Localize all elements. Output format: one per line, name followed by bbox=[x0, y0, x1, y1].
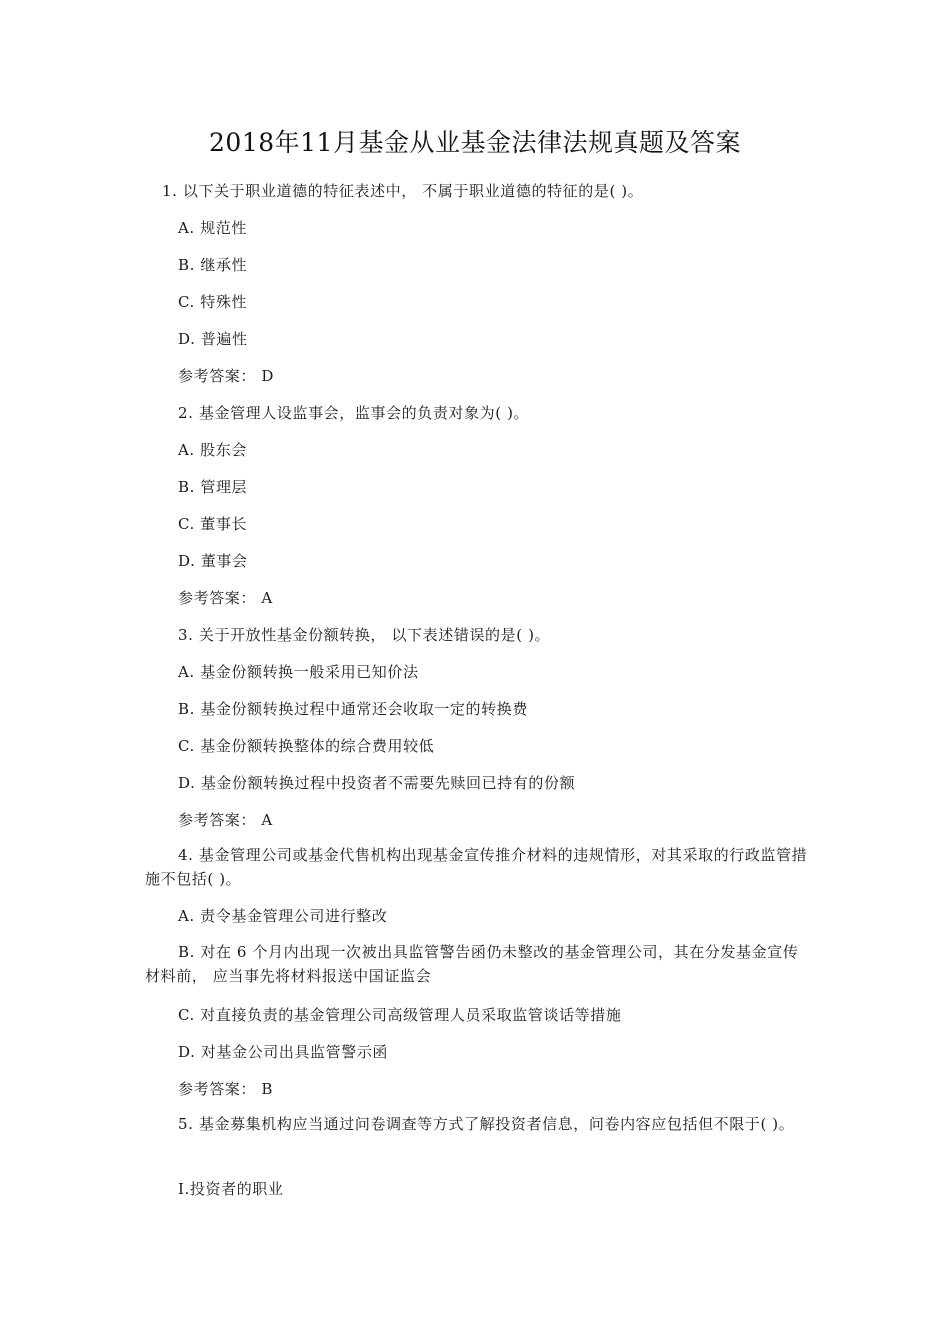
question-3-stem: 3. 关于开放性基金份额转换， 以下表述错误的是( )。 bbox=[178, 626, 551, 644]
question-1-option-a: A. 规范性 bbox=[178, 219, 247, 237]
question-2-option-a: A. 股东会 bbox=[178, 441, 247, 459]
question-4-option-b: B. 对在 6 个月内出现一次被出具监管警告函仍未整改的基金管理公司，其在分发基金宣传材料前， 应当事先将材料报送中国证监会 bbox=[145, 943, 799, 985]
question-2-answer: 参考答案： A bbox=[178, 589, 273, 607]
question-3-option-a: A. 基金份额转换一般采用已知价法 bbox=[178, 663, 419, 681]
question-2-option-b: B. 管理层 bbox=[178, 478, 248, 496]
question-3-option-c: C. 基金份额转换整体的综合费用较低 bbox=[178, 737, 435, 755]
question-2-stem: 2. 基金管理人设监事会，监事会的负责对象为( )。 bbox=[178, 404, 530, 422]
question-4-option-a: A. 责令基金管理公司进行整改 bbox=[178, 907, 388, 925]
question-4-stem: 4. 基金管理公司或基金代售机构出现基金宣传推介材料的违规情形，对其采取的行政监管措施不包括( )。 bbox=[145, 846, 808, 888]
question-3-option-b: B. 基金份额转换过程中通常还会收取一定的转换费 bbox=[178, 700, 528, 718]
question-2-option-d: D. 董事会 bbox=[178, 552, 248, 570]
question-4-option-c: C. 对直接负责的基金管理公司高级管理人员采取监管谈话等措施 bbox=[178, 1006, 622, 1024]
question-2-option-c: C. 董事长 bbox=[178, 515, 248, 533]
question-3-option-d: D. 基金份额转换过程中投资者不需要先赎回已持有的份额 bbox=[178, 774, 576, 792]
question-3-answer: 参考答案： A bbox=[178, 811, 273, 829]
question-4-option-d: D. 对基金公司出具监管警示函 bbox=[178, 1043, 389, 1061]
question-5-stem: 5. 基金募集机构应当通过问卷调查等方式了解投资者信息，问卷内容应包括但不限于( )。 bbox=[178, 1115, 795, 1133]
question-4-answer: 参考答案： B bbox=[178, 1080, 273, 1098]
question-1-option-d: D. 普遍性 bbox=[178, 330, 248, 348]
page-title: 2018年11月基金从业基金法律法规真题及答案 bbox=[209, 128, 741, 157]
question-1-stem: 1. 以下关于职业道德的特征表述中， 不属于职业道德的特征的是( )。 bbox=[162, 182, 644, 200]
question-5-item-1: Ⅰ.投资者的职业 bbox=[178, 1180, 284, 1198]
question-1-option-b: B. 继承性 bbox=[178, 256, 248, 274]
question-1-option-c: C. 特殊性 bbox=[178, 293, 248, 311]
question-1-answer: 参考答案： D bbox=[178, 367, 274, 385]
